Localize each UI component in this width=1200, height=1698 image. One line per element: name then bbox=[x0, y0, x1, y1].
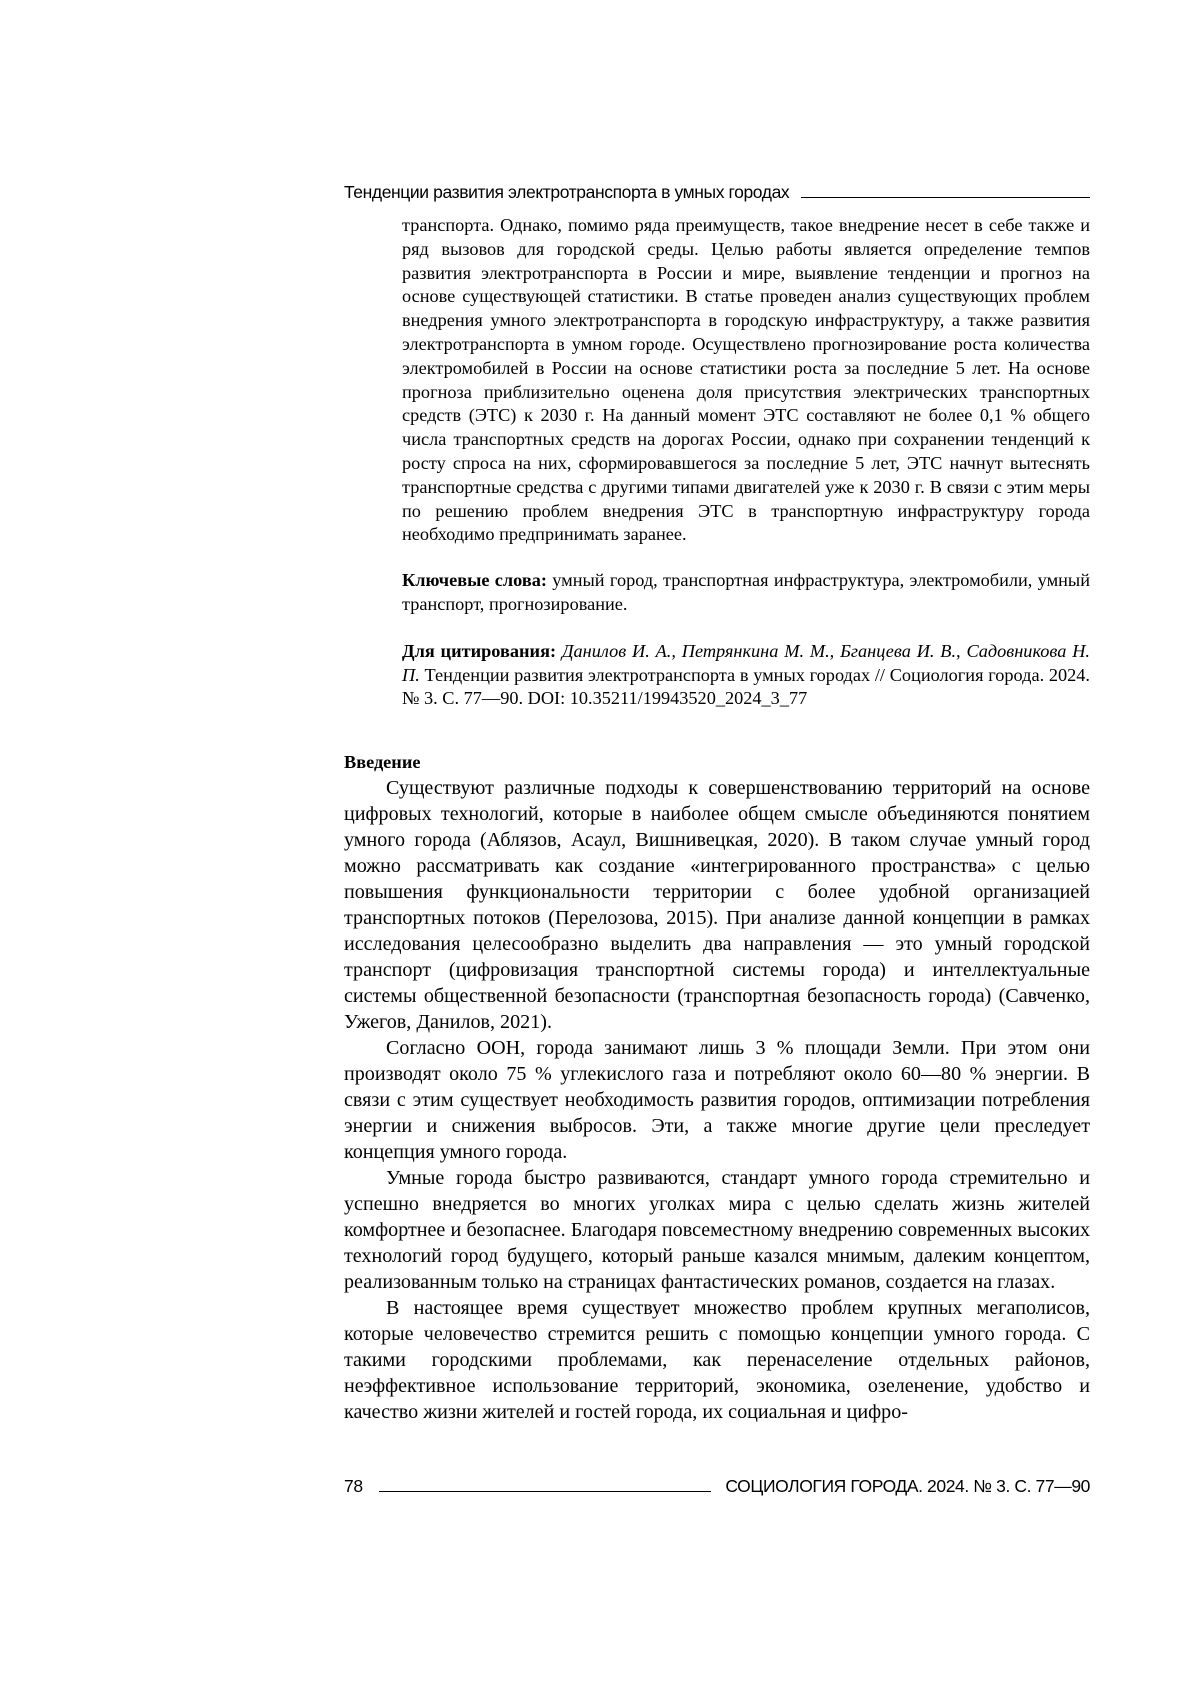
abstract bbox=[402, 214, 1090, 711]
section-title: Введение bbox=[344, 752, 421, 772]
keywords-text: умный город, транспортная инфраструктура, электромобили, умный транспорт, прогнозирование. bbox=[402, 570, 1090, 614]
citation bbox=[402, 640, 1090, 711]
header-rule bbox=[801, 197, 1090, 198]
keywords-label: Ключевые слова: bbox=[402, 570, 547, 591]
paragraph: Согласно ООН, города занимают лишь 3 % площади Земли. При этом они производят около 75 % углекислого газа и потребляют около 60—80 % энергии. В связи с этим существует необходимость развития городов, оптимизации потребления энергии и снижения выбросов. Эти, а также многие другие цели преследует концепция умного города. bbox=[344, 1037, 1090, 1163]
running-title: Тенденции развития электротранспорта в умных городах bbox=[344, 182, 790, 202]
paragraph: В настоящее время существует множество проблем крупных мегаполисов, которые человечество стремится решить с помощью концепции умного города. С такими городскими проблемами, как перенаселение отдельных районов, неэффективное использование территорий, экономика, озеленение, удобство и качество жизни жителей и гостей города, их социальная и цифро- bbox=[344, 1297, 1090, 1423]
footer-rule bbox=[379, 1491, 712, 1492]
abstract-text: транспорта. Однако, помимо ряда преимуществ, такое внедрение несет в себе также и ряд вызовов для городской среды. Целью работы является определение темпов развития электротранспорта в России и мире, выявление тенденции и прогноз на основе существующей статистики. В статье проведен анализ существующих проблем внедрения умного электротранспорта в городскую инфраструктуру, а также развития электротранспорта в умном городе. Осуществлено прогнозирование роста количества электромобилей в России на основе статистики роста за последние 5 лет. На основе прогноза приблизительно оценена доля присутствия электрических транспортных средств (ЭТС) к 2030 г. На данный момент ЭТС составляют не более 0,1 % общего числа транспортных средств на дорогах России, однако при сохранении тенденций к росту спроса на них, сформировавшегося за последние 5 лет, ЭТС начнут вытеснять транспортные средства с другими типами двигателей уже к 2030 г. В связи с этим меры по решению проблем внедрения ЭТС в транспортную инфраструктуру города необходимо предпринимать заранее. bbox=[402, 215, 1090, 545]
page-number: 78 bbox=[344, 1476, 363, 1496]
paragraph: Умные города быстро развиваются, стандарт умного города стремительно и успешно внедряется во многих уголках мира с целью сделать жизнь жителей комфортнее и безопаснее. Благодаря повсеместному внедрению современных высоких технологий город будущего, который раньше казался мнимым, далеким концептом, реализованным только на страницах фантастических романов, создается на глазах. bbox=[344, 1167, 1090, 1293]
running-header bbox=[344, 174, 1090, 202]
citation-label: Для цитирования: bbox=[402, 640, 557, 661]
citation-text: Тенденции развития электротранспорта в умных городах // Социология города. 2024. № 3. С. 77—90. DOI: 10.35211/19943520_2024_3_77 bbox=[402, 664, 1090, 709]
citation-authors: Данилов И. А., Петрянкина М. М., Бганцева И. В., Садовникова Н. П. bbox=[402, 640, 1090, 685]
paragraph: Существуют различные подходы к совершенствованию территорий на основе цифровых технологий, которые в наиболее общем смысле объединяются понятием умного города (Аблязов, Асаул, Вишнивецкая, 2020). В таком случае умный город можно рассматривать как создание «интегрированного пространства» с целью повышения функциональности территории с более удобной организацией транспортных потоков (Перелозова, 2015). При анализе данной концепции в рамках исследования целесообразно выделить два направления — это умный городской транспорт (цифровизация транспортной системы города) и интеллектуальные системы общественной безопасности (транспортная безопасность города) (Савченко, Ужегов, Данилов, 2021). bbox=[344, 777, 1090, 1033]
running-footer bbox=[344, 1468, 1090, 1496]
keywords bbox=[402, 569, 1090, 617]
journal-reference: СОЦИОЛОГИЯ ГОРОДА. 2024. № 3. С. 77—90 bbox=[725, 1476, 1090, 1496]
section-body bbox=[344, 775, 1090, 1425]
